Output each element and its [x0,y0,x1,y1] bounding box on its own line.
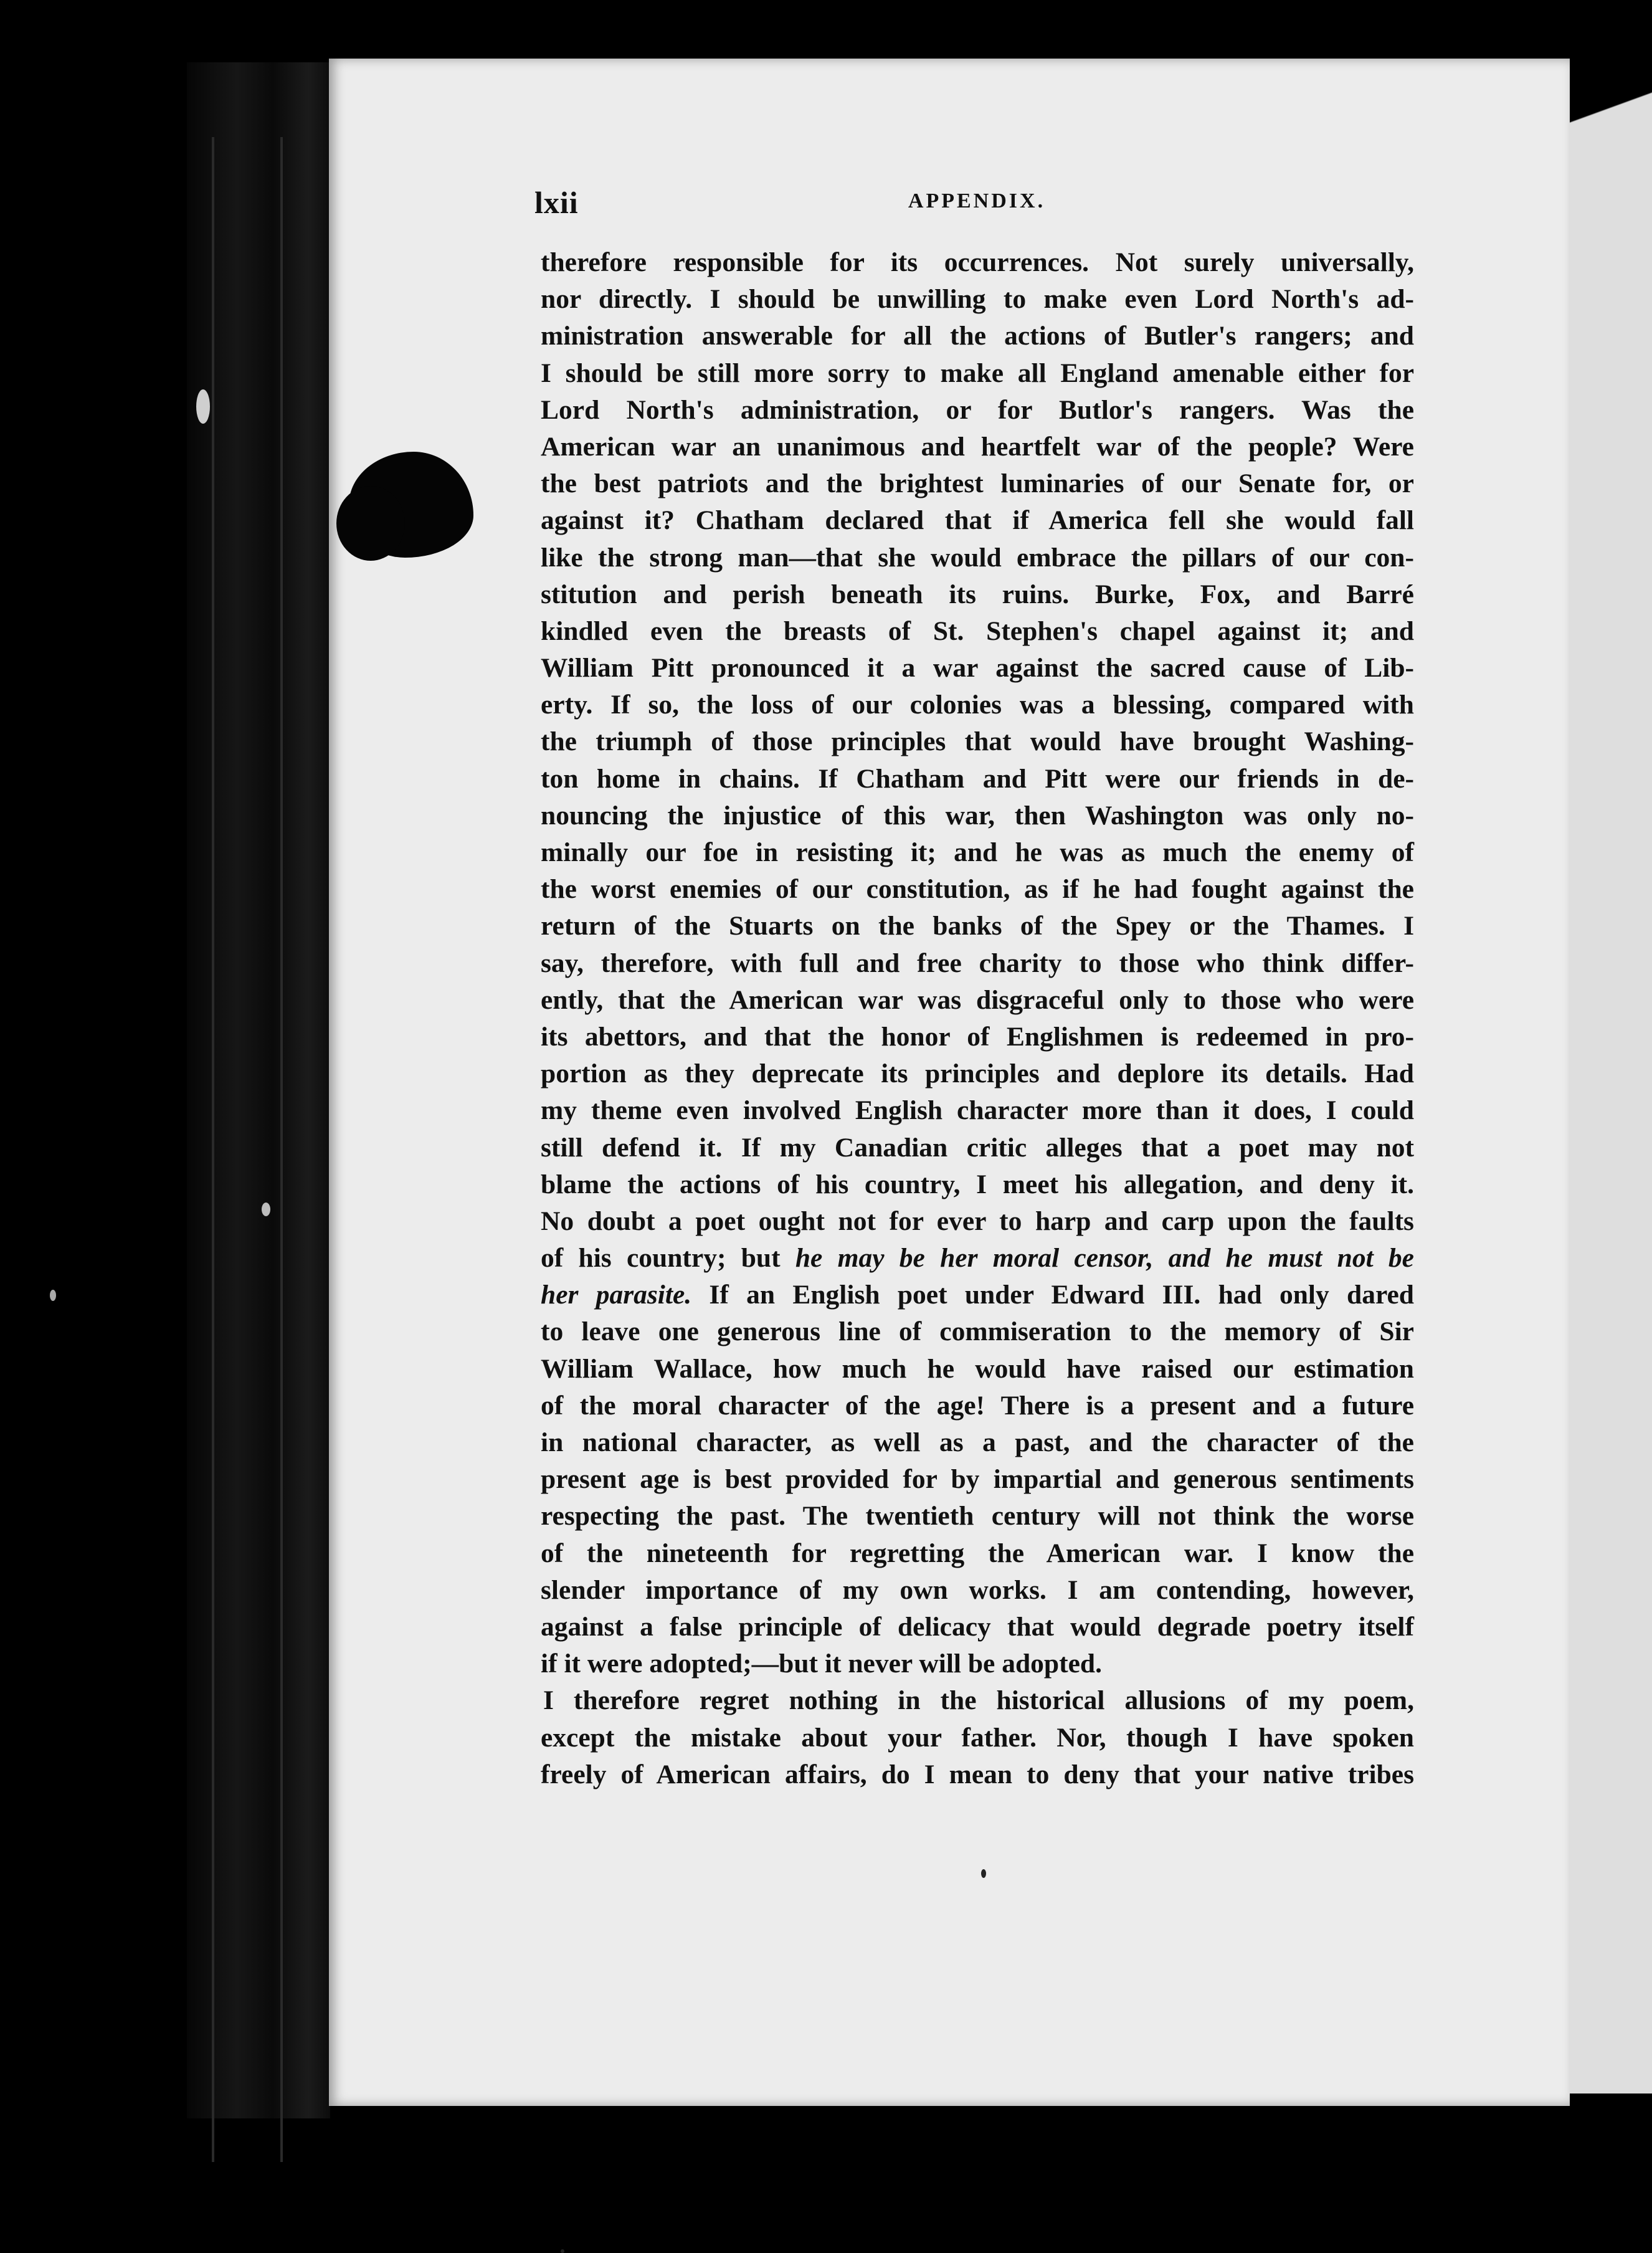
text-line: the best patriots and the brightest luminaries of our Senate for, or [541,469,1414,499]
paragraph-end-line: if it were adopted;—but it never will be adopted. [541,1649,1102,1679]
page-speck [561,2249,564,2253]
margin-mark [50,1290,56,1301]
text-line-with-italic [541,1240,1414,1277]
text-line: Lord North's administration, or for Butlor's rangers. Was the [541,394,1414,425]
text-line: ministration answerable for all the actions of Butler's rangers; and [541,321,1414,351]
text-line: against a false principle of delicacy that would degrade poetry itself [541,1611,1414,1642]
text-line: American war an unanimous and heartfelt war of the people? Were [541,431,1414,462]
spine-edge-line [280,137,283,2162]
text-line: slender importance of my own works. I am contending, however, [541,1574,1414,1605]
text-line: of the moral character of the age! There is a present and a future [541,1390,1414,1421]
text-line: say, therefore, with full and free charity to those who think differ- [541,948,1414,978]
running-title: APPENDIX. [908,189,1046,212]
text-run: If an English poet under Edward III. had only dared [691,1280,1414,1310]
spine-edge-line [212,137,214,2162]
text-line: ently, that the American war was disgraceful only to those who were [541,984,1414,1015]
text-line: nouncing the injustice of this war, then Washington was only no- [541,800,1414,831]
text-line: to leave one generous line of commiseration to the memory of Sir [541,1317,1414,1347]
text-line: like the strong man—that she would embrace the pillars of our con- [541,542,1414,573]
page-number: lxii [534,185,579,220]
margin-mark [196,389,210,424]
text-line: ton home in chains. If Chatham and Pitt were our friends in de- [541,763,1414,794]
text-line: its abettors, and that the honor of Englishmen is redeemed in pro- [541,1021,1414,1052]
text-line: erty. If so, the loss of our colonies was a blessing, compared with [541,690,1414,720]
body-text [541,244,1414,1793]
text-line: kindled even the breasts of St. Stephen's chapel against it; and [541,616,1414,646]
text-line: minally our foe in resisting it; and he was as much the enemy of [541,837,1414,867]
text-line: against it? Chatham declared that if America fell she would fall [541,505,1414,536]
text-line: No doubt a poet ought not for ever to harp and carp upon the faults [541,1206,1414,1236]
running-head [534,184,1419,222]
text-line-with-italic [541,1277,1414,1313]
text-line: the triumph of those principles that would have brought Washing- [541,726,1414,757]
text-line: present age is best provided for by impartial and generous sentiments [541,1464,1414,1495]
ink-blot [336,486,405,561]
text-line: of the nineteenth for regretting the American war. I know the [541,1538,1414,1568]
text-line: blame the actions of his country, I meet his allegation, and deny it. [541,1169,1414,1199]
text-line: stitution and perish beneath its ruins. Burke, Fox, and Barré [541,579,1414,609]
text-line: nor directly. I should be unwilling to make even Lord North's ad- [541,284,1414,315]
italic-text-run: her parasite. [541,1280,692,1310]
text-line: respecting the past. The twentieth century will not think the worse [541,1501,1414,1531]
text-run: of his country; but [541,1243,795,1274]
text-line: the worst enemies of our constitution, as if he had fought against the [541,874,1414,905]
text-line: portion as they deprecate its principles and deplore its details. Had [541,1059,1414,1089]
paragraph-start-line: I therefore regret nothing in the historical allusions of my poem, [543,1685,1414,1716]
text-line: William Pitt pronounced it a war against the sacred cause of Lib- [541,653,1414,684]
text-line: in national character, as well as a past, and the character of the [541,1427,1414,1457]
text-line: except the mistake about your father. Nor, though I have spoken [541,1722,1414,1753]
text-line: William Wallace, how much he would have raised our estimation [541,1353,1414,1384]
italic-text-run: he may be her moral censor, and he must not be [795,1243,1414,1274]
text-line: return of the Stuarts on the banks of the Spey or the Thames. I [541,911,1414,941]
text-line: therefore responsible for its occurrences. Not surely universally, [541,247,1414,277]
text-line: freely of American affairs, do I mean to deny that your native tribes [541,1759,1414,1789]
page-speck [981,1869,986,1878]
text-line: still defend it. If my Canadian critic alleges that a poet may not [541,1132,1414,1163]
text-line: my theme even involved English character more than it does, I could [541,1095,1414,1126]
text-line: I should be still more sorry to make all England amenable either for [541,358,1414,388]
book-spine [187,62,330,2118]
margin-mark [262,1203,270,1216]
